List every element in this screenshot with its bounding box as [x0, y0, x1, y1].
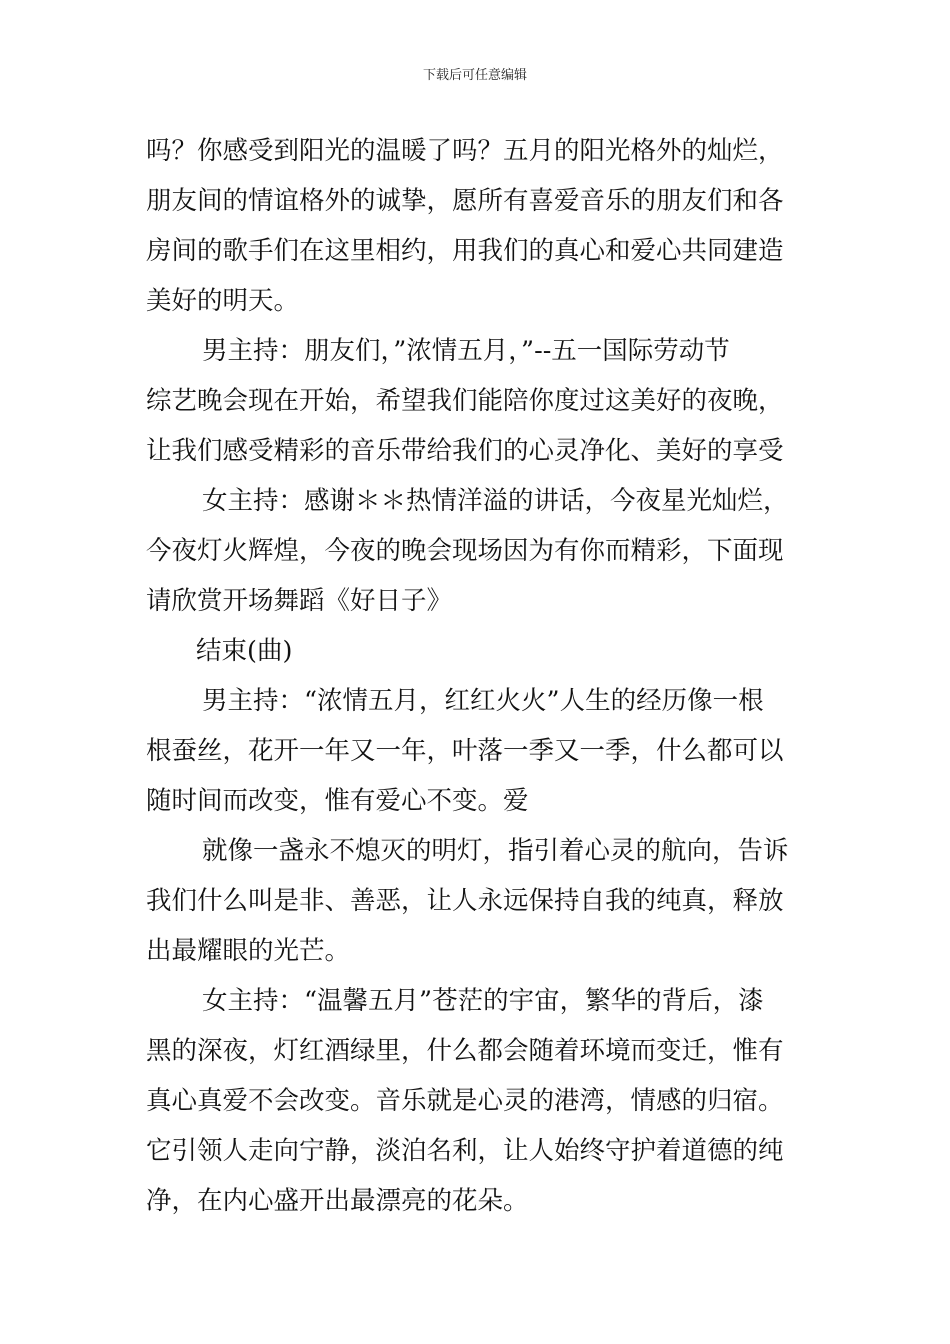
body-line: 就像一盏永不熄灭的明灯，指引着心灵的航向，告诉: [202, 836, 789, 866]
body-line: 朋友间的情谊格外的诚挚，愿所有喜爱音乐的朋友们和各: [146, 186, 784, 216]
body-line: 女主持：感谢＊＊热情洋溢的讲话，今夜星光灿烂，: [202, 486, 789, 516]
body-line: 女主持：“温馨五月”苍茫的宇宙，繁华的背后，漆: [202, 986, 764, 1016]
body-line: 真心真爱不会改变。音乐就是心灵的港湾，情感的归宿。: [146, 1086, 784, 1116]
body-line: 男主持：“浓情五月，红红火火”人生的经历像一根: [202, 686, 764, 716]
body-line: 随时间而改变，惟有爱心不变。爱: [146, 786, 529, 816]
body-line: 黑的深夜，灯红酒绿里，什么都会随着环境而变迁，惟有: [146, 1036, 784, 1066]
body-line: 今夜灯火辉煌，今夜的晚会现场因为有你而精彩，下面现: [146, 536, 784, 566]
body-line: 我们什么叫是非、善恶，让人永远保持自我的纯真，释放: [146, 886, 784, 916]
body-line: 吗？你感受到阳光的温暖了吗？五月的阳光格外的灿烂，: [146, 136, 784, 166]
body-line: 让我们感受精彩的音乐带给我们的心灵净化、美好的享受: [146, 436, 784, 466]
body-line: 结束(曲): [196, 636, 293, 666]
body-line: 男主持：朋友们，”浓情五月，”--五一国际劳动节: [202, 336, 730, 366]
body-line: 综艺晚会现在开始，希望我们能陪你度过这美好的夜晚，: [146, 386, 784, 416]
document-body: [146, 126, 806, 1226]
page-header: 下载后可任意编辑: [422, 68, 527, 83]
body-line: 根蚕丝，花开一年又一年，叶落一季又一季，什么都可以: [146, 736, 784, 766]
body-line: 房间的歌手们在这里相约，用我们的真心和爱心共同建造: [146, 236, 784, 266]
body-line: 美好的明天。: [146, 286, 300, 316]
body-line: 它引领人走向宁静，淡泊名利，让人始终守护着道德的纯: [146, 1136, 784, 1166]
body-line: 净，在内心盛开出最漂亮的花朵。: [146, 1186, 529, 1216]
body-line: 出最耀眼的光芒。: [146, 936, 351, 966]
body-line: 请欣赏开场舞蹈《好日子》: [146, 586, 453, 616]
